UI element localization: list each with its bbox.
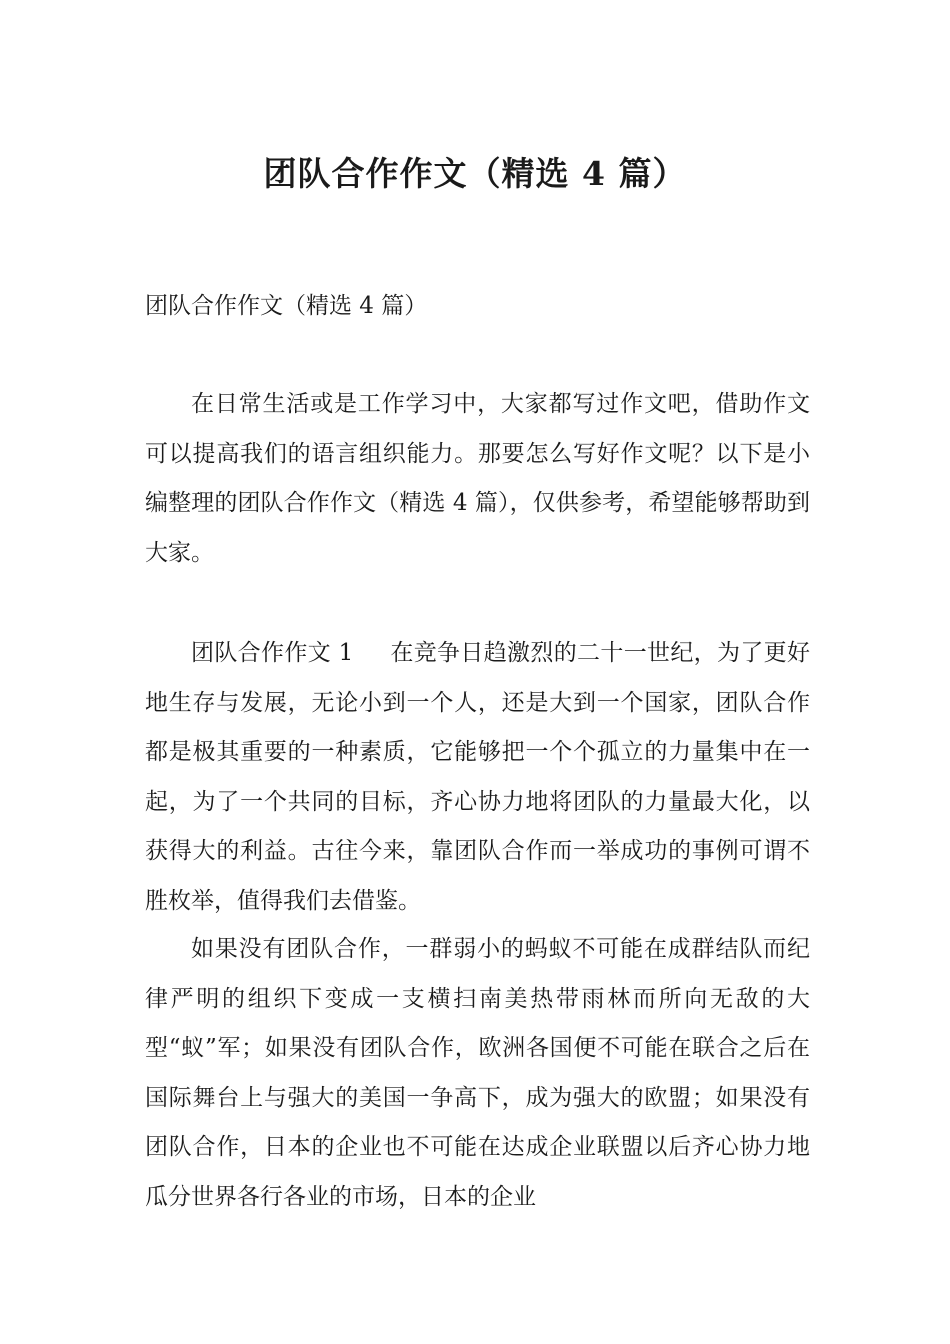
- essay-1-paragraph-1: [145, 629, 810, 926]
- essay-1-paragraph-2: 如果没有团队合作，一群弱小的蚂蚁不可能在成群结队而纪律严明的组织下变成一支横扫南美热带雨林而所向无敌的大型“蚁”军；如果没有团队合作，欧洲各国便不可能在联合之后在国际舞台上与强大的美国一争高下，成为强大的欧盟；如果没有团队合作，日本的企业也不可能在达成企业联盟以后齐心协力地瓜分世界各行各业的市场，日本的企业: [145, 936, 810, 1210]
- document-title: 团队合作作文（精选 4 篇）: [263, 154, 687, 193]
- document-subtitle: 团队合作作文（精选 4 篇）: [145, 293, 428, 319]
- essay-1-label: 团队合作作文 1: [191, 640, 354, 666]
- essay-1-paragraph-1-text: 在竞争日趋激烈的二十一世纪，为了更好地生存与发展，无论小到一个人，还是大到一个国家，团队合作都是极其重要的一种素质，它能够把一个个孤立的力量集中在一起，为了一个共同的目标，齐心协力地将团队的力量最大化，以获得大的利益。古往今来，靠团队合作而一举成功的事例可谓不胜枚举，值得我们去借鉴。: [145, 640, 811, 914]
- intro-paragraph: 在日常生活或是工作学习中，大家都写过作文吧，借助作文可以提高我们的语言组织能力。那要怎么写好作文呢？以下是小编整理的团队合作作文（精选 4 篇），仅供参考，希望能够帮助到大家。: [145, 391, 810, 566]
